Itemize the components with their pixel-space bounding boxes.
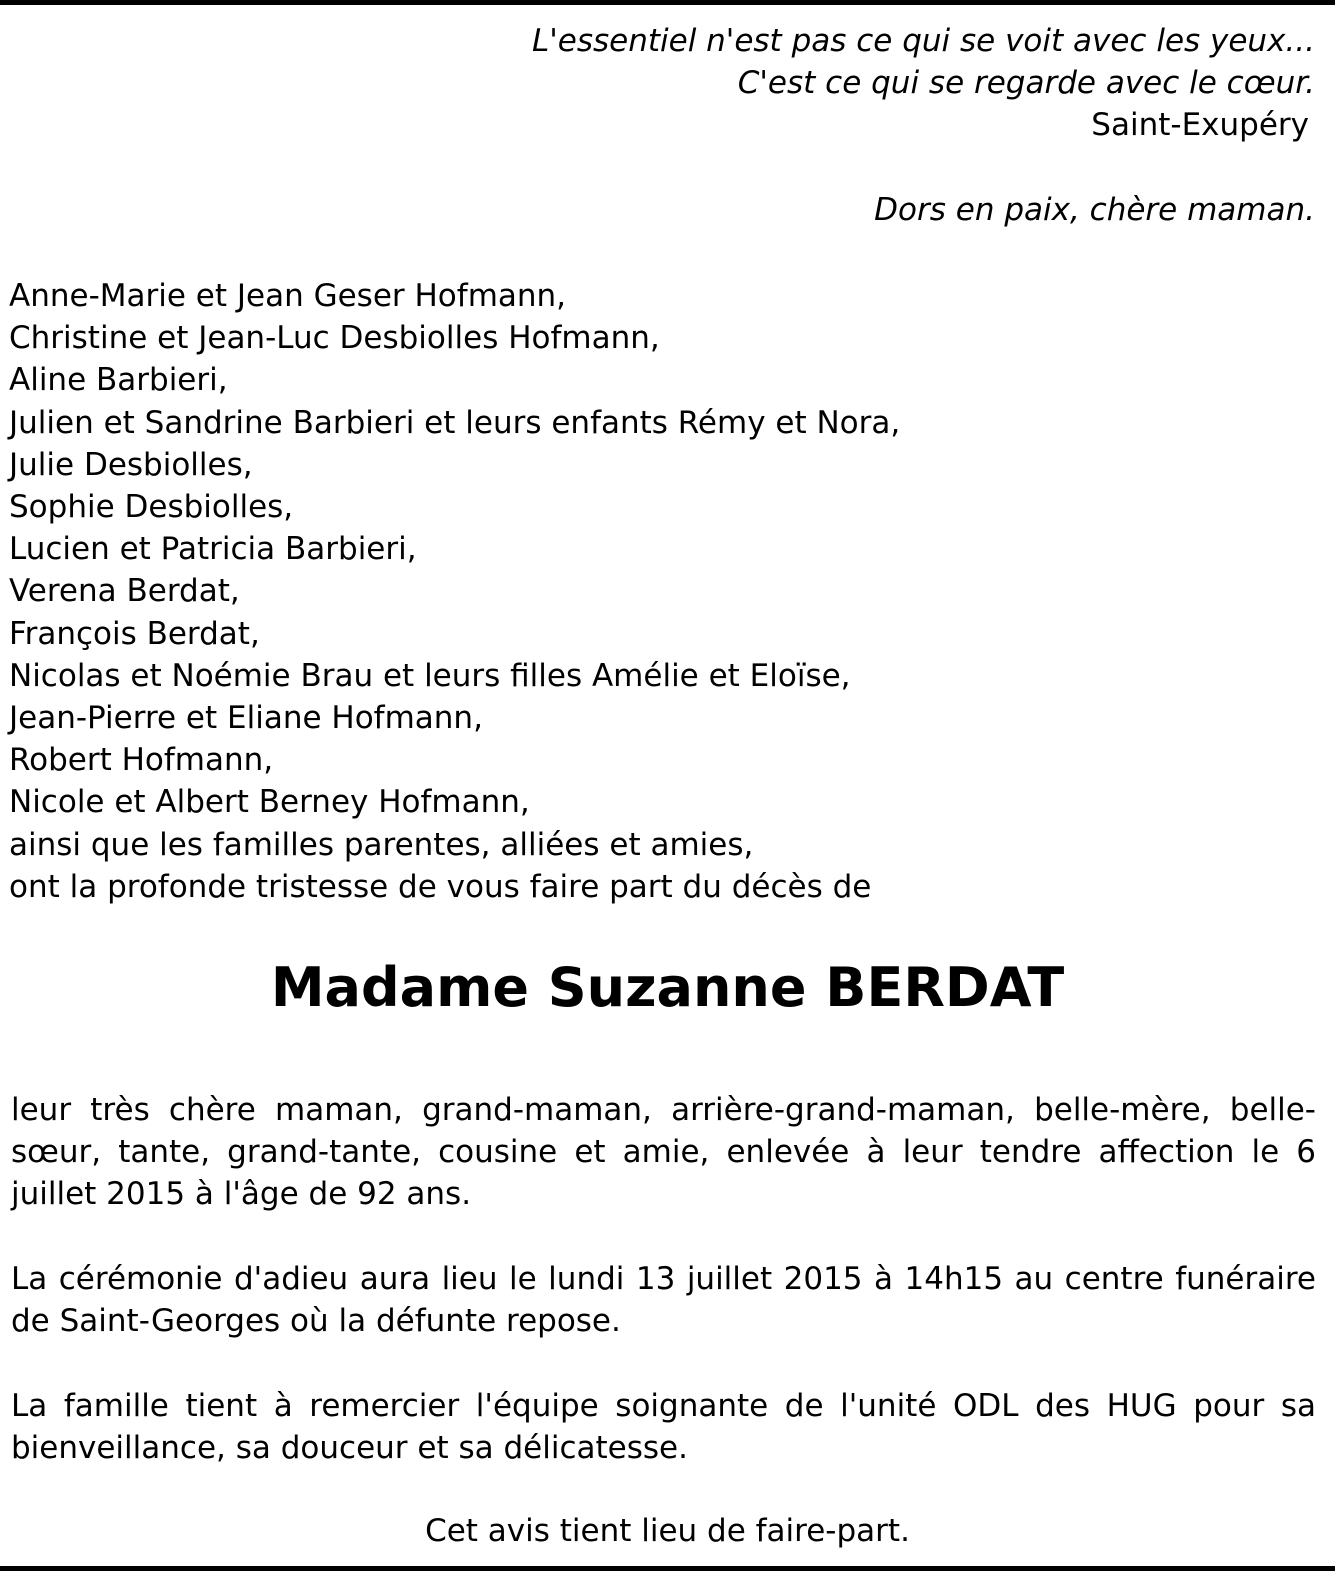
family-line: ainsi que les familles parentes, alliées et amies,	[9, 826, 754, 863]
family-line: Jean-Pierre et Eliane Hofmann,	[9, 700, 483, 737]
family-line: Nicolas et Noémie Brau et leurs filles Amélie et Eloïse,	[9, 657, 851, 694]
family-list	[9, 275, 900, 908]
family-line: Verena Berdat,	[9, 573, 240, 610]
deceased-name: Madame Suzanne BERDAT	[270, 956, 1065, 1019]
quote-line-1: L'essentiel n'est pas ce qui se voit avec les yeux...	[531, 23, 1315, 59]
closing-note: Cet avis tient lieu de faire-part.	[425, 1513, 910, 1549]
top-border-rule	[0, 0, 1335, 5]
quote-line-2: C'est ce qui se regarde avec le cœur.	[737, 65, 1315, 101]
family-line: François Berdat,	[9, 615, 260, 652]
thanks-paragraph: La famille tient à remercier l'équipe soignante de l'unité ODL des HUG pour sa bienveillance, sa douceur et sa délicatesse.	[11, 1388, 1316, 1466]
epigraph-quote	[315, 20, 1315, 146]
family-line: ont la profonde tristesse de vous faire part du décès de	[9, 868, 872, 905]
ceremony-paragraph: La cérémonie d'adieu aura lieu le lundi 13 juillet 2015 à 14h15 au centre funéraire de Saint-Georges où la défunte repose.	[11, 1261, 1316, 1339]
family-line: Julien et Sandrine Barbieri et leurs enfants Rémy et Nora,	[9, 404, 901, 441]
family-line: Nicole et Albert Berney Hofmann,	[9, 784, 530, 821]
relation-paragraph: leur très chère maman, grand-maman, arrière-grand-maman, belle-mère, belle-sœur, tante, grand-tante, cousine et amie, enlevée à leur tendre affection le 6 juillet 2015 à l'âge de 92 ans.	[11, 1092, 1316, 1212]
bottom-border-rule	[0, 1566, 1335, 1571]
quote-author: Saint-Exupéry	[1091, 107, 1309, 143]
family-line: Julie Desbiolles,	[9, 446, 253, 483]
family-line: Sophie Desbiolles,	[9, 489, 294, 526]
family-line: Lucien et Patricia Barbieri,	[9, 531, 417, 568]
family-line: Christine et Jean-Luc Desbiolles Hofmann,	[9, 320, 660, 357]
family-line: Robert Hofmann,	[9, 742, 274, 779]
family-line: Anne-Marie et Jean Geser Hofmann,	[9, 278, 567, 314]
farewell-line: Dors en paix, chère maman.	[874, 192, 1315, 228]
family-line: Aline Barbieri,	[9, 362, 228, 399]
